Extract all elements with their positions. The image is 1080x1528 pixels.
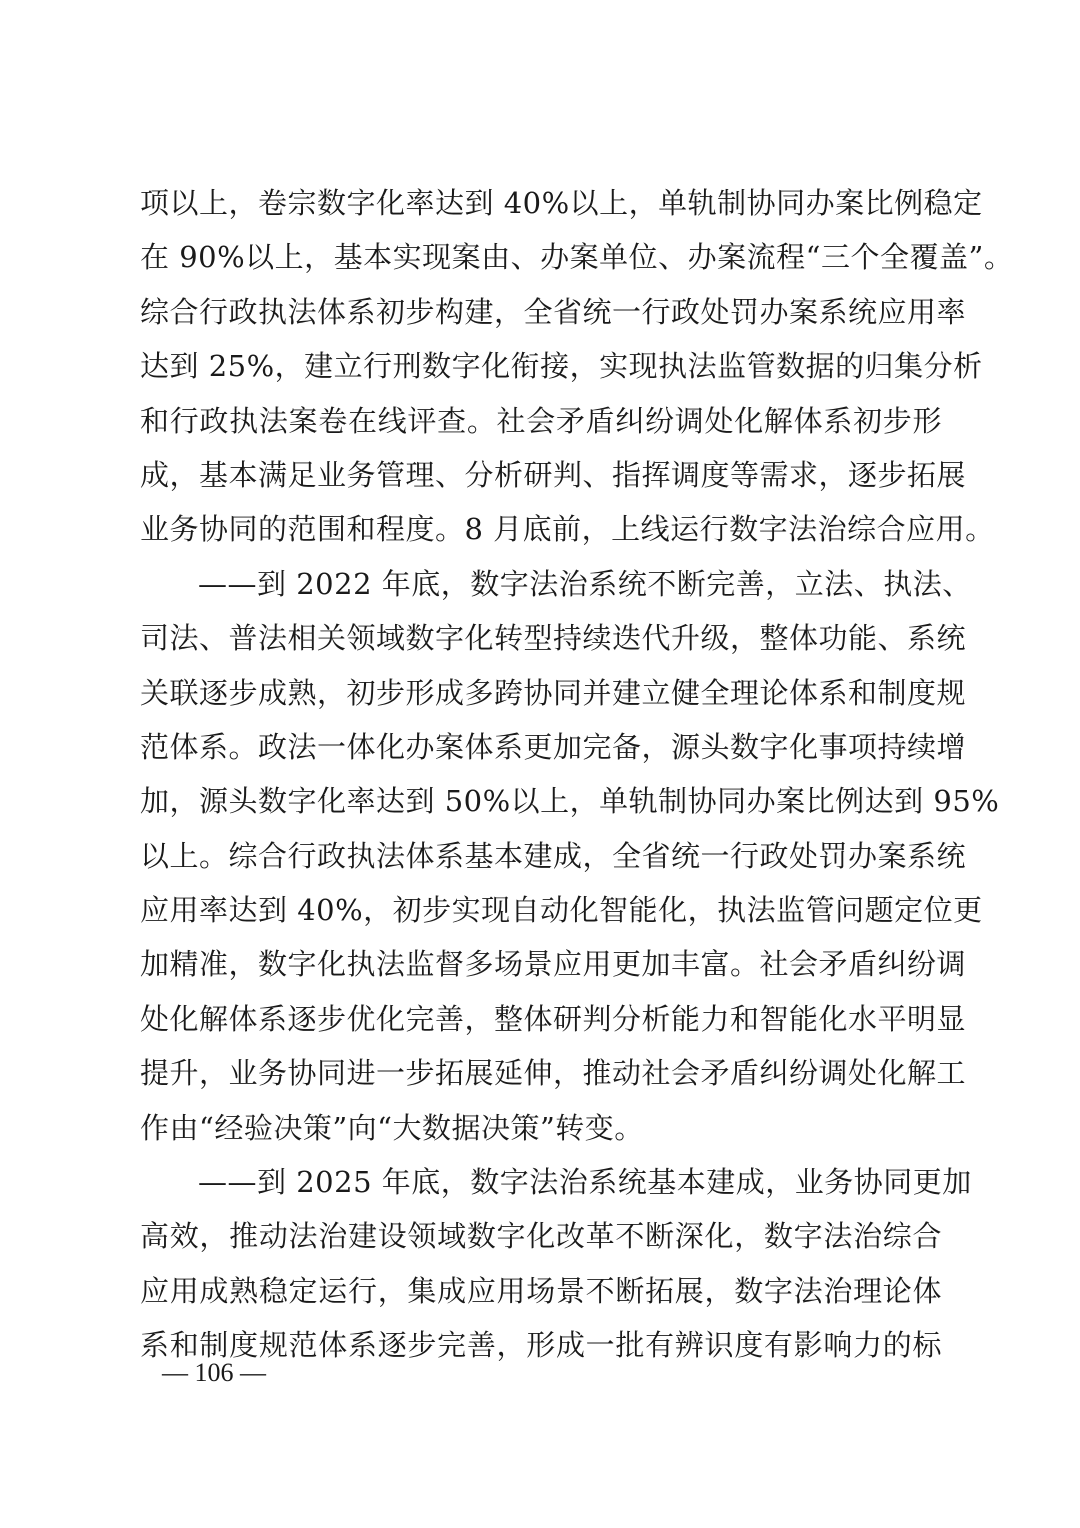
text-line: 系和制度规范体系逐步完善，形成一批有辨识度有影响力的标 [140,1328,942,1363]
text-line: 综合行政执法体系初步构建，全省统一行政处罚办案系统应用率 [140,294,967,329]
text-line: ——到 2025 年底，数字法治系统基本建成，业务协同更加 [198,1165,972,1200]
text-line: 成，基本满足业务管理、分析研判、指挥调度等需求，逐步拓展 [140,457,967,492]
text-line: 以上。综合行政执法体系基本建成，全省统一行政处罚办案系统 [140,838,967,873]
text-line: 司法、普法相关领域数字化转型持续迭代升级，整体功能、系统 [140,621,967,656]
text-line: 范体系。政法一体化办案体系更加完备，源头数字化事项持续增 [140,729,967,764]
text-line: 达到 25%，建立行刑数字化衔接，实现执法监管数据的归集分析 [140,349,983,384]
page-number: — 106 — [162,1358,266,1387]
text-line: 应用成熟稳定运行，集成应用场景不断拓展，数字法治理论体 [140,1273,942,1308]
body-text [140,176,1014,1373]
text-line: 和行政执法案卷在线评查。社会矛盾纠纷调处化解体系初步形 [140,403,942,438]
text-line: 项以上，卷宗数字化率达到 40%以上，单轨制协同办案比例稳定 [140,186,983,220]
text-line: 关联逐步成熟，初步形成多跨协同并建立健全理论体系和制度规 [140,675,967,710]
text-line: 应用率达到 40%，初步实现自动化智能化，执法监管问题定位更 [140,893,983,928]
text-line: 提升，业务协同进一步拓展延伸，推动社会矛盾纠纷调处化解工 [140,1056,967,1091]
text-line: 加精准，数字化执法监督多场景应用更加丰富。社会矛盾纠纷调 [140,947,967,982]
text-line: 高效，推动法治建设领域数字化改革不断深化，数字法治综合 [140,1219,942,1254]
text-line: 处化解体系逐步优化完善，整体研判分析能力和智能化水平明显 [140,1001,967,1036]
text-line: ——到 2022 年底，数字法治系统不断完善，立法、执法、 [198,566,972,601]
text-line: 加，源头数字化率达到 50%以上，单轨制协同办案比例达到 95% [140,784,1000,819]
text-line: 业务协同的范围和程度。8 月底前，上线运行数字法治综合应用。 [140,512,995,547]
text-line: 在 90%以上，基本实现案由、办案单位、办案流程“三个全覆盖”。 [140,240,1014,275]
text-line: 作由“经验决策”向“大数据决策”转变。 [140,1110,644,1145]
